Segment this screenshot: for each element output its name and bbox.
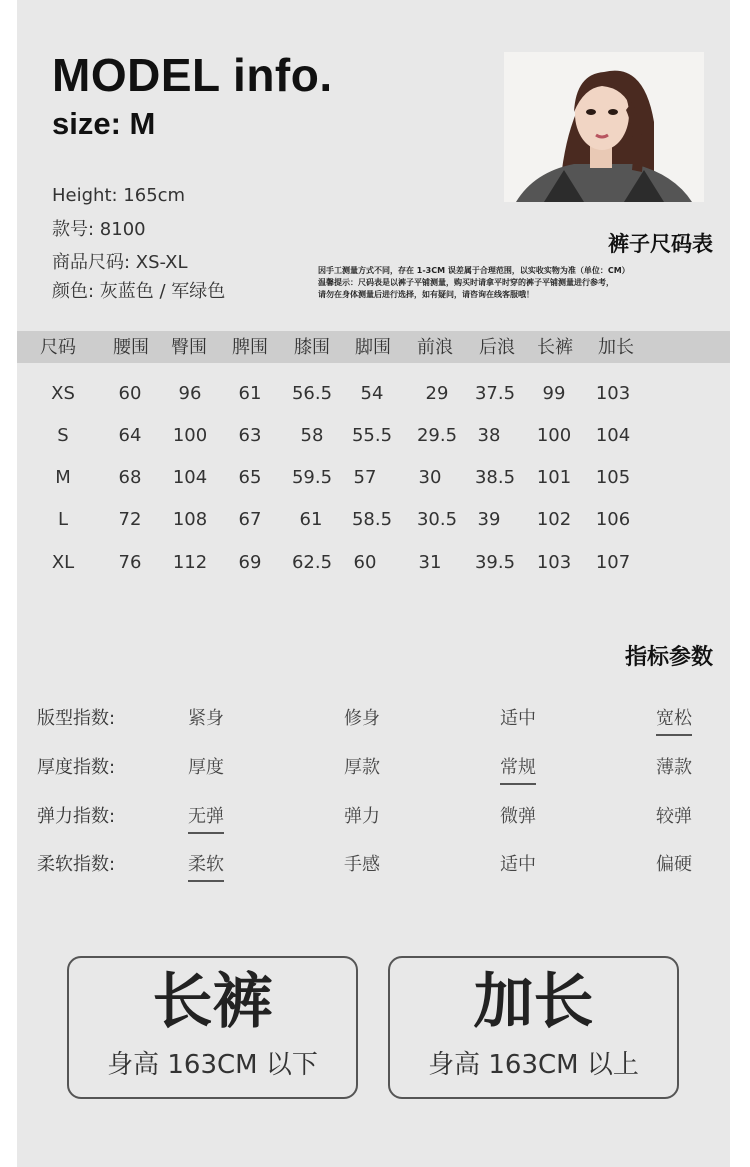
model-height: Height: 165cm [52, 185, 186, 206]
column-header-long-length: 加长 [598, 337, 634, 358]
table-cell: 63 [238, 425, 262, 446]
table-cell: 58 [300, 425, 324, 446]
table-cell: 100 [536, 425, 572, 446]
table-cell: 64 [118, 425, 142, 446]
card-title: 加长 [473, 967, 594, 1037]
table-cell: 105 [595, 467, 631, 488]
table-cell: 106 [595, 509, 631, 530]
table-cell: 39 [477, 509, 501, 530]
table-cell: 60 [118, 383, 142, 404]
index-option: 厚款 [344, 757, 380, 778]
table-cell: 68 [118, 467, 142, 488]
table-cell: 108 [172, 509, 208, 530]
index-option-selected: 无弹 [188, 808, 224, 834]
model-portrait-illustration [504, 52, 704, 202]
model-photo [504, 52, 704, 202]
table-cell: 102 [536, 509, 572, 530]
index-option: 薄款 [656, 757, 692, 778]
model-size: size: M [52, 106, 156, 141]
table-cell: 58.5 [351, 509, 393, 530]
index-option-selected: 常规 [500, 759, 536, 785]
size-chart-note: 温馨提示：尺码表是以裤子平铺测量，购买时请拿平时穿的裤子平铺测量进行参考， [318, 278, 614, 287]
table-cell: 30.5 [416, 509, 458, 530]
index-option: 手感 [344, 854, 380, 875]
table-cell: 104 [172, 467, 208, 488]
long-length-card [388, 956, 679, 1099]
table-cell: 104 [595, 425, 631, 446]
table-cell: 103 [595, 383, 631, 404]
table-cell: 99 [542, 383, 566, 404]
card-title: 长裤 [152, 967, 273, 1037]
table-cell: L [57, 509, 69, 530]
index-option: 适中 [500, 854, 536, 875]
table-cell: 62.5 [291, 552, 333, 573]
table-cell: 72 [118, 509, 142, 530]
table-cell: 39.5 [474, 552, 516, 573]
table-cell: 112 [172, 552, 208, 573]
column-header-knee: 膝围 [294, 337, 330, 358]
table-cell: 76 [118, 552, 142, 573]
index-option: 厚度 [188, 757, 224, 778]
column-header-size: 尺码 [40, 337, 76, 358]
table-cell: 65 [238, 467, 262, 488]
softness-index-label: 柔软指数: [37, 854, 116, 875]
table-cell: 96 [178, 383, 202, 404]
card-subtitle: 身高 163CM 以下 [107, 1050, 318, 1080]
table-cell: XS [51, 383, 75, 404]
column-header-front-rise: 前浪 [417, 337, 453, 358]
size-chart-note: 因手工测量方式不同，存在 1-3CM 误差属于合理范围，以实收实物为准（单位：CM） [318, 266, 630, 275]
card-subtitle: 身高 163CM 以上 [428, 1050, 639, 1080]
index-option: 较弹 [656, 806, 692, 827]
table-cell: 30 [418, 467, 442, 488]
column-header-hem: 脚围 [355, 337, 391, 358]
table-cell: 61 [238, 383, 262, 404]
table-cell: 55.5 [351, 425, 393, 446]
index-option-selected: 柔软 [188, 856, 224, 882]
table-cell: 56.5 [291, 383, 333, 404]
table-cell: 60 [353, 552, 377, 573]
table-cell: 101 [536, 467, 572, 488]
table-cell: 69 [238, 552, 262, 573]
table-cell: 57 [353, 467, 377, 488]
table-cell: 31 [418, 552, 442, 573]
column-header-regular-length: 长裤 [537, 337, 573, 358]
table-cell: 100 [172, 425, 208, 446]
table-cell: 61 [299, 509, 323, 530]
table-cell: 67 [238, 509, 262, 530]
table-cell: XL [51, 552, 75, 573]
column-header-back-rise: 后浪 [479, 337, 515, 358]
index-option: 偏硬 [656, 854, 692, 875]
table-cell: S [57, 425, 69, 446]
style-number: 款号: 8100 [52, 219, 146, 240]
thickness-index-label: 厚度指数: [37, 757, 116, 778]
fit-index-label: 版型指数: [37, 708, 116, 729]
index-option: 弹力 [344, 806, 380, 827]
column-header-hip: 臀围 [171, 337, 207, 358]
size-chart-note: 请勿在身体测量后进行选择，如有疑问，请咨询在线客服哦！ [318, 290, 534, 299]
index-option: 修身 [344, 708, 380, 729]
column-header-waist: 腰围 [113, 337, 149, 358]
table-cell: 29.5 [416, 425, 458, 446]
size-range: 商品尺码: XS-XL [52, 252, 188, 273]
column-header-thigh: 脾围 [232, 337, 268, 358]
table-cell: 54 [360, 383, 384, 404]
table-cell: M [55, 467, 71, 488]
index-option-selected: 宽松 [656, 710, 692, 736]
table-cell: 29 [425, 383, 449, 404]
table-cell: 38.5 [474, 467, 516, 488]
table-cell: 103 [536, 552, 572, 573]
index-option: 微弹 [500, 806, 536, 827]
index-option: 紧身 [188, 708, 224, 729]
index-option: 适中 [500, 708, 536, 729]
table-cell: 37.5 [474, 383, 516, 404]
table-cell: 107 [595, 552, 631, 573]
page-title: MODEL info. [52, 49, 333, 101]
size-chart-title: 裤子尺码表 [608, 232, 713, 256]
indices-title: 指标参数 [624, 645, 713, 670]
stretch-index-label: 弹力指数: [37, 806, 116, 827]
table-cell: 38 [477, 425, 501, 446]
colors: 颜色: 灰蓝色 / 军绿色 [52, 281, 226, 302]
regular-length-card [67, 956, 358, 1099]
table-cell: 59.5 [291, 467, 333, 488]
